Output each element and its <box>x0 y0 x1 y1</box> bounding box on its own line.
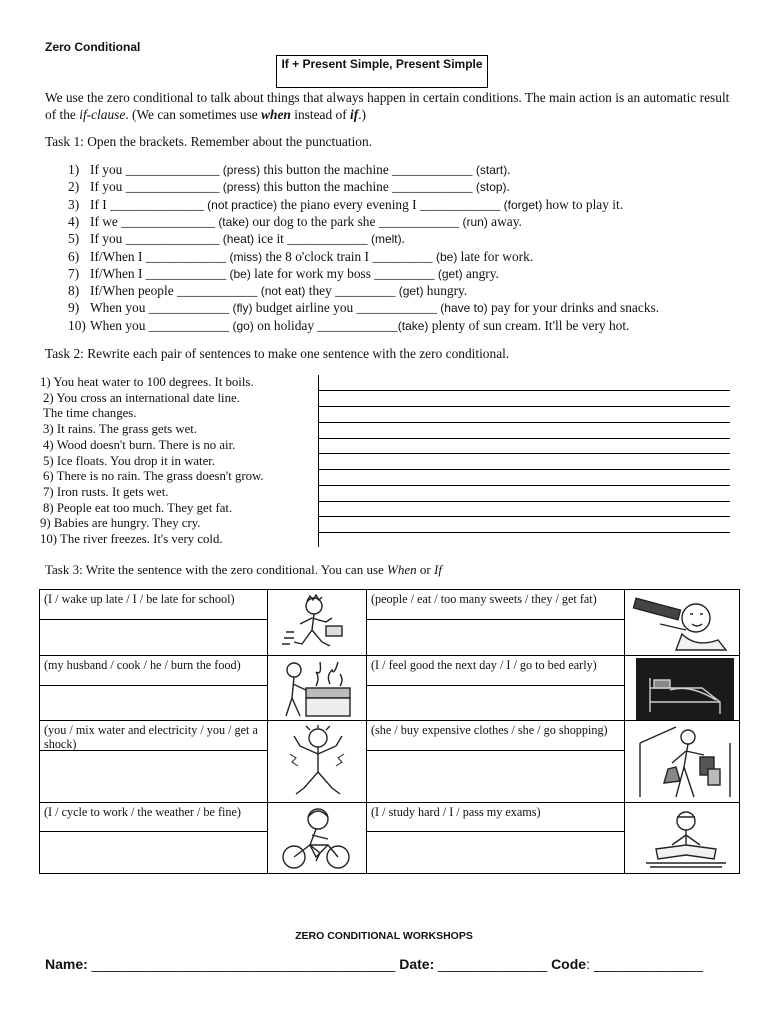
task1-text: When you ____________ <box>90 300 233 316</box>
task1-text: how to play it. <box>542 196 624 212</box>
task1-text: ice it ____________ <box>254 231 371 247</box>
task1-item <box>68 197 623 213</box>
task1-text: If you ______________ <box>90 231 223 247</box>
running-late-icon <box>276 594 354 652</box>
burning-food-icon <box>276 658 356 718</box>
task1-verb: (get) <box>437 266 463 281</box>
grid-line <box>366 685 624 686</box>
task2-item: 3) It rains. The grass gets wet. <box>43 422 197 436</box>
answer-line[interactable] <box>318 516 730 517</box>
footer-title: ZERO CONDITIONAL WORKSHOPS <box>295 930 473 942</box>
answer-line[interactable] <box>318 501 730 502</box>
answer-line[interactable] <box>318 438 730 439</box>
task3-heading <box>45 562 442 578</box>
task1-verb: (not eat) <box>260 284 306 299</box>
task1-text: When you ____________ <box>90 317 233 333</box>
code-field[interactable]: ______________ <box>589 956 703 972</box>
intro-text: .) <box>358 107 367 122</box>
task1-text: the piano every evening I ____________ <box>277 196 504 212</box>
task1-text: If/When I ____________ <box>90 265 230 281</box>
task2-heading: Task 2: Rewrite each pair of sentences to make one sentence with the zero conditional. <box>45 346 510 361</box>
task1-text: . <box>506 179 510 195</box>
cyclist-icon <box>280 805 352 871</box>
task1-verb: (press) <box>222 163 261 177</box>
task1-item <box>68 231 405 247</box>
answer-line[interactable] <box>318 469 730 470</box>
task1-text: angry. <box>462 265 499 281</box>
task2-item: The time changes. <box>43 406 137 420</box>
task1-text: they _________ <box>305 283 399 299</box>
eating-sweets-icon <box>630 594 734 652</box>
task1-item <box>68 214 522 230</box>
intro-paragraph <box>45 89 735 123</box>
answer-line[interactable] <box>318 485 730 486</box>
task2-item: 8) People eat too much. They get fat. <box>43 501 233 515</box>
studying-icon <box>636 805 734 871</box>
task3-when: When <box>387 562 417 577</box>
table-divider <box>318 375 319 547</box>
num: 3) <box>68 196 80 212</box>
task1-verb: (be) <box>435 249 458 264</box>
grid-line <box>267 590 268 873</box>
task1-item <box>68 179 510 195</box>
task2-item: 10) The river freezes. It's very cold. <box>40 532 223 546</box>
task1-text: If you ______________ <box>90 179 223 195</box>
task3-prompt: (you / mix water and electricity / you / get a shock) <box>44 723 258 751</box>
task1-item <box>68 300 659 316</box>
task1-item <box>68 162 511 178</box>
task1-text: the 8 o'clock train I _________ <box>262 248 436 264</box>
task1-item <box>68 283 467 299</box>
task2-item: 4) Wood doesn't burn. There is no air. <box>43 438 236 452</box>
grid-line <box>40 802 740 803</box>
task1-text: late for work. <box>457 248 534 264</box>
task1-text: on holiday ____________ <box>253 317 398 333</box>
num: 2) <box>68 179 80 195</box>
task3-if: If <box>433 562 442 577</box>
task1-text: If/When I ____________ <box>90 248 230 264</box>
task2-item: 9) Babies are hungry. They cry. <box>40 516 201 530</box>
task2-item: 7) Iron rusts. It gets wet. <box>43 485 169 499</box>
task1-verb: (take) <box>218 214 249 229</box>
answer-line[interactable] <box>318 532 730 533</box>
grid-line <box>40 831 267 832</box>
date-field[interactable]: ______________ <box>434 956 552 972</box>
task1-text: If I ______________ <box>90 196 208 212</box>
task1-verb: (fly) <box>232 301 253 316</box>
grid-line <box>40 619 267 620</box>
task3-prompt: (I / wake up late / I / be late for school) <box>44 592 235 606</box>
task3-prompt: (people / eat / too many sweets / they / get fat) <box>371 592 597 606</box>
task1-text: pay for your drinks and snacks. <box>487 300 660 316</box>
task2-item: 1) You heat water to 100 degrees. It boils. <box>40 375 254 389</box>
task1-text: hungry. <box>423 283 468 299</box>
footer-form <box>45 956 703 972</box>
task1-text: . <box>401 231 405 247</box>
task3-grid <box>39 589 740 874</box>
grid-line <box>40 655 740 656</box>
intro-when: when <box>261 107 291 122</box>
page-title: Zero Conditional <box>45 40 141 54</box>
task3-prompt: (my husband / cook / he / burn the food) <box>44 658 241 672</box>
shopping-icon <box>636 723 734 799</box>
intro-text: instead of <box>290 107 351 122</box>
task3-prompt: (I / study hard / I / pass my exams) <box>371 805 541 819</box>
task1-verb: (start) <box>475 163 508 177</box>
task1-heading: Task 1: Open the brackets. Remember about the punctuation. <box>45 134 373 149</box>
intro-text: . (We can sometimes use <box>125 107 262 122</box>
task1-verb: (have to) <box>440 301 488 316</box>
grid-line <box>366 619 624 620</box>
task1-verb: (get) <box>398 284 424 299</box>
task1-verb: (forget) <box>503 197 543 212</box>
grid-line <box>366 750 624 751</box>
electric-shock-icon <box>286 724 350 800</box>
task3-or: or <box>416 562 434 577</box>
num: 10) <box>68 317 86 333</box>
task1-item <box>68 266 499 282</box>
task3-prompt: (she / buy expensive clothes / she / go shopping) <box>371 723 608 737</box>
task1-text: budget airline you ____________ <box>252 300 441 316</box>
task1-verb: (stop) <box>475 180 507 195</box>
task1-text: late for work my boss _________ <box>250 265 438 281</box>
task1-verb: (be) <box>229 266 251 281</box>
code-label: Code <box>551 956 587 972</box>
grid-line <box>40 720 740 721</box>
task1-item <box>68 318 629 334</box>
num: 7) <box>68 265 80 281</box>
task1-text: If/When people ____________ <box>90 283 261 299</box>
task1-item <box>68 249 533 265</box>
num: 9) <box>68 300 80 316</box>
task1-verb: (melt) <box>370 232 402 247</box>
task1-text: this button the machine ____________ <box>260 179 476 195</box>
task1-verb: (not practice) <box>207 197 278 212</box>
task1-text: our dog to the park she ____________ <box>249 213 463 229</box>
name-label: Name: <box>45 956 88 972</box>
task1-verb: (press) <box>222 180 261 195</box>
intro-if-clause: if-clause <box>79 107 126 122</box>
task1-verb: (go) <box>232 318 254 333</box>
name-field[interactable]: _______________________________________ <box>87 956 400 972</box>
task2-item: 5) Ice floats. You drop it in water. <box>43 454 216 468</box>
num: 1) <box>68 162 80 177</box>
task1-verb: (take) <box>397 318 429 333</box>
task2-item: 6) There is no rain. The grass doesn't grow. <box>43 469 264 483</box>
task1-verb: (run) <box>462 214 488 229</box>
task1-text: If you ______________ <box>90 162 223 177</box>
task1-text: . <box>507 162 511 177</box>
answer-line[interactable] <box>318 390 730 391</box>
intro-if: if <box>350 107 359 122</box>
answer-line[interactable] <box>318 422 730 423</box>
grid-line <box>366 831 624 832</box>
grid-line <box>40 685 267 686</box>
date-label: Date: <box>399 956 435 972</box>
task1-text: If we ______________ <box>90 213 219 229</box>
task1-verb: (miss) <box>229 249 263 264</box>
num: 4) <box>68 213 80 229</box>
answer-line[interactable] <box>318 453 730 454</box>
intro-text: We use the zero conditional to talk about things that always happen in certain conditions. The main action is an automatic result of the <box>45 90 730 122</box>
num: 6) <box>68 248 80 264</box>
task1-verb: (heat) <box>222 232 255 247</box>
code-colon: : <box>586 956 590 972</box>
answer-line[interactable] <box>318 406 730 407</box>
task1-text: plenty of sun cream. It'll be very hot. <box>428 317 630 333</box>
task3-heading-text: Task 3: Write the sentence with the zero conditional. You can use <box>45 562 388 577</box>
formula-box: If + Present Simple, Present Simple <box>276 55 488 88</box>
task3-prompt: (I / feel good the next day / I / go to bed early) <box>371 658 597 672</box>
task2-item: 2) You cross an international date line. <box>43 391 240 405</box>
task3-prompt: (I / cycle to work / the weather / be fine) <box>44 805 241 819</box>
num: 5) <box>68 231 80 247</box>
task1-text: this button the machine ____________ <box>260 162 476 177</box>
bed-icon <box>636 658 734 720</box>
grid-line <box>624 590 625 873</box>
num: 8) <box>68 283 80 299</box>
task1-text: away. <box>487 213 522 229</box>
